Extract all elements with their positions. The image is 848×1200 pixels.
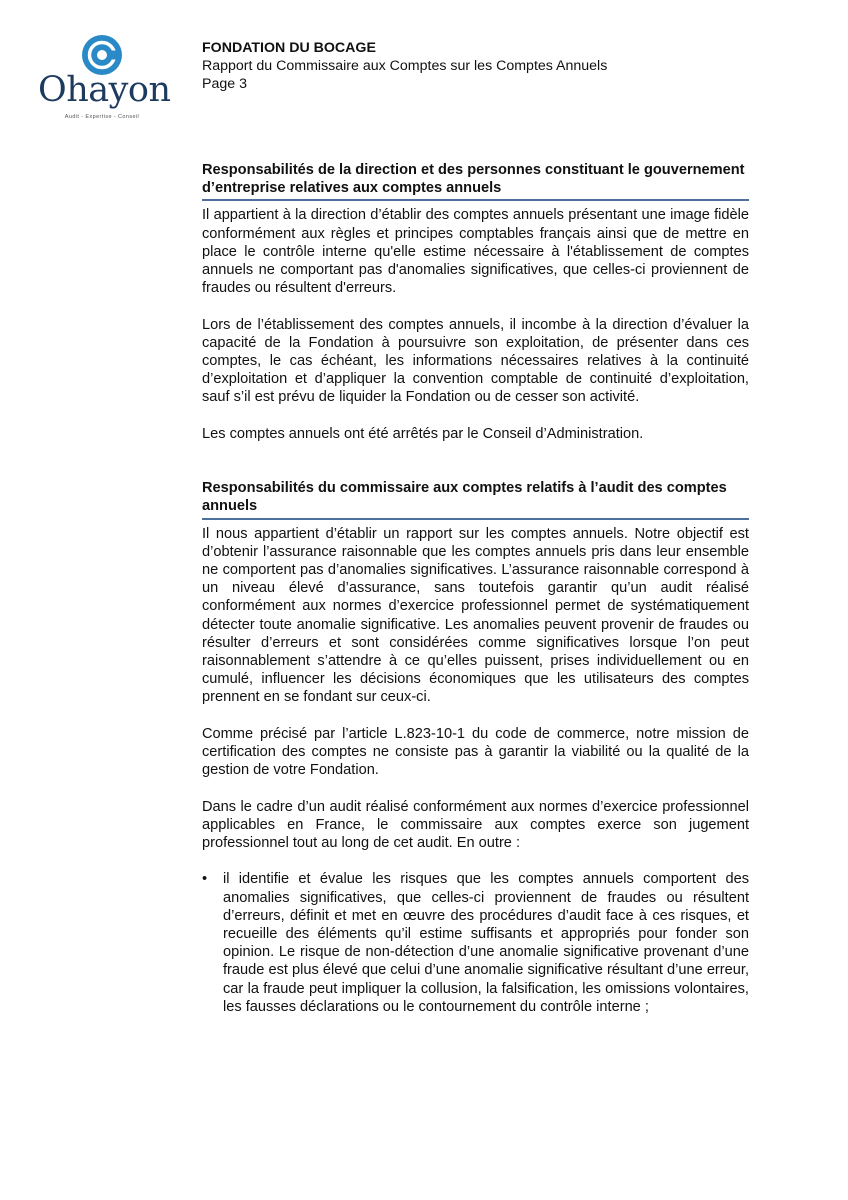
paragraph: Les comptes annuels ont été arrêtés par le Conseil d’Administration.: [202, 425, 644, 442]
paragraph: Il nous appartient d’établir un rapport sur les comptes annuels. Notre objectif est d’obtenir l’assurance raisonnable que les comptes annuels pris dans leur ensemble ne comportent pas d’anomalies significatives. L’assurance raisonnable correspond à un niveau élevé d’assurance, sans toutefois garantir qu’un audit réalisé conformément aux normes d’exercice professionnel permet de systématiquement détecter toute anomalie significative. Les anomalies peuvent provenir de fraudes ou résulter d’erreurs et sont considérées comme significatives lorsque l’on peut raisonnablement s’attendre à ce qu’elles puissent, prises individuellement ou en cumulé, influencer les décisions économiques que les utilisateurs des comptes prennent en se fondant sur ceux-ci.: [202, 525, 749, 706]
section-auditor-responsibilities: [202, 479, 749, 1016]
paragraph: Dans le cadre d’un audit réalisé conformément aux normes d’exercice professionnel applicables en France, le commissaire aux comptes exerce son jugement professionnel tout au long de cet audit. En outre :: [202, 798, 749, 852]
section-management-responsibilities: [202, 161, 749, 443]
list-item: [202, 870, 749, 1016]
section-title: Responsabilités de la direction et des personnes constituant le gouvernement d’entreprise relatives aux comptes annuels: [202, 161, 749, 201]
ohayon-logo: [38, 33, 171, 128]
report-title: Rapport du Commissaire aux Comptes sur les Comptes Annuels: [202, 58, 608, 74]
page-number: Page 3: [202, 76, 247, 92]
logo-wordmark: Ohayon: [38, 70, 171, 110]
report-body: [202, 161, 749, 1016]
list-item-text: il identifie et évalue les risques que les comptes annuels comportent des anomalies significatives, que celles-ci proviennent de fraudes ou résultent d’erreurs, définit et met en œuvre des procédures d’audit face à ces risques, et recueille des éléments qu’il estime suffisants et appropriés pour fonder son opinion. Le risque de non-détection d’une anomalie significative provenant d’une fraude est plus élevé que celui d’une anomalie significative résultant d’une erreur, car la fraude peut impliquer la collusion, la falsification, les omissions volontaires, les fausses déclarations ou le contournement du contrôle interne ;: [223, 871, 749, 1015]
paragraph: Lors de l’établissement des comptes annuels, il incombe à la direction d’évaluer la capacité de la Fondation à poursuivre son exploitation, de présenter dans ces comptes, le cas échéant, les informations nécessaires relatives à la continuité d’exploitation et d’appliquer la convention comptable de continuité d’exploitation, sauf s’il est prévu de liquider la Fondation ou de cesser son activité.: [202, 316, 749, 406]
bullet-list: [202, 870, 749, 1016]
bullet-marker: •: [202, 871, 208, 888]
paragraph: Il appartient à la direction d’établir des comptes annuels présentant une image fidèle conformément aux règles et principes comptables français ainsi que de mettre en place le contrôle interne qu'elle estime nécessaire à l'établissement de comptes annuels ne comportant pas d'anomalies significatives, que celles-ci proviennent de fraudes ou résultent d'erreurs.: [202, 207, 749, 297]
section-title: Responsabilités du commissaire aux comptes relatifs à l’audit des comptes annuels: [202, 479, 749, 519]
report-header: [202, 39, 607, 93]
logo-tagline: Audit - Expertise - Conseil: [64, 114, 140, 120]
paragraph: Comme précisé par l’article L.823-10-1 du code de commerce, notre mission de certification des comptes ne consiste pas à garantir la viabilité ou la qualité de la gestion de votre Fondation.: [202, 725, 749, 779]
organization-name: FONDATION DU BOCAGE: [202, 40, 376, 56]
